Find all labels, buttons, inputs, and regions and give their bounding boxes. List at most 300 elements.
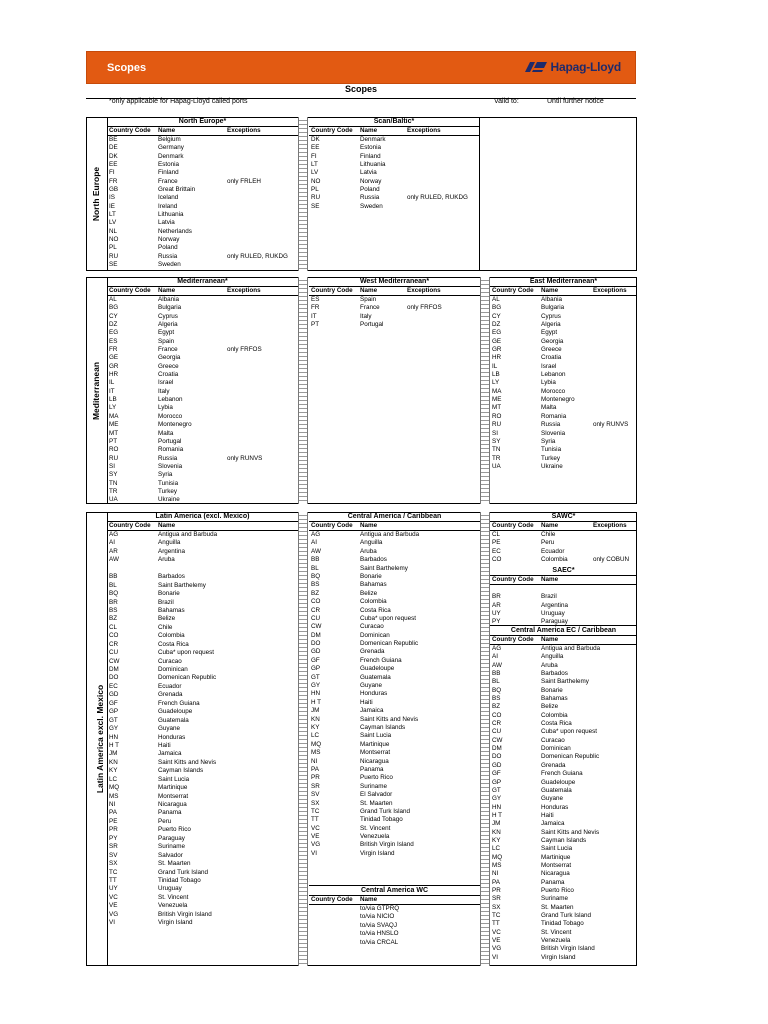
country-name: Germany	[158, 144, 184, 152]
table-row	[490, 762, 637, 770]
table-row	[309, 548, 480, 556]
country-code: PR	[109, 826, 118, 834]
country-name: Dominican	[541, 745, 571, 753]
country-name: Tunisia	[158, 479, 179, 487]
col-header-name: Name	[541, 636, 559, 643]
country-name: Turkey	[158, 487, 178, 495]
table-row	[107, 136, 298, 144]
country-code: MA	[109, 412, 119, 420]
table-row	[107, 725, 298, 733]
country-name: Guadeloupe	[360, 665, 395, 673]
country-name: Venezuela	[360, 833, 390, 841]
table-row	[107, 691, 298, 699]
country-code: JM	[311, 707, 320, 715]
col-header-code: Country Code	[109, 287, 151, 294]
table-row	[107, 354, 298, 362]
country-name: British Virgin Island	[360, 841, 414, 849]
col-header-code: Country Code	[311, 522, 353, 529]
country-code: KN	[311, 715, 320, 723]
country-name: Tinidad Tobago	[158, 876, 201, 884]
country-code: SR	[109, 843, 118, 851]
table-title: North Europe*	[107, 117, 298, 127]
table-row	[490, 446, 637, 454]
table-row	[107, 413, 298, 421]
table-row	[309, 707, 480, 715]
table-row	[309, 304, 480, 312]
table-row	[107, 911, 298, 919]
country-code: EE	[311, 144, 320, 152]
table-header	[309, 522, 480, 531]
country-code: BE	[109, 136, 118, 143]
country-name: Lebanon	[541, 371, 566, 379]
table-row	[309, 657, 480, 665]
table-row	[309, 732, 480, 740]
table-row	[309, 640, 480, 648]
country-code: VG	[492, 945, 502, 953]
country-code: CR	[109, 640, 119, 648]
latam-table	[107, 512, 298, 928]
exception: only RUNVS	[593, 421, 629, 429]
country-code: DK	[109, 152, 118, 160]
country-name: Ecuador	[541, 547, 565, 555]
table-row	[107, 734, 298, 742]
country-code: GR	[492, 346, 502, 354]
country-code: LT	[311, 161, 318, 169]
table-row	[309, 922, 480, 930]
country-code: AI	[109, 539, 115, 547]
table-row	[490, 371, 637, 379]
country-name: Honduras	[158, 733, 186, 741]
country-name: Colombia	[360, 598, 387, 606]
table-row	[490, 945, 637, 953]
country-name: Colombia	[158, 632, 185, 640]
country-name: Honduras	[541, 803, 569, 811]
country-code: TC	[109, 868, 118, 876]
country-code: CO	[109, 632, 119, 640]
country-name: to/via NICIO	[360, 913, 395, 921]
table-header	[107, 287, 298, 296]
country-code: CU	[311, 614, 321, 622]
table-row	[107, 582, 298, 590]
country-code: RU	[109, 454, 119, 462]
country-code: IL	[109, 379, 115, 387]
country-code: MQ	[109, 784, 120, 792]
table-row	[107, 784, 298, 792]
country-code: AI	[311, 539, 317, 547]
country-name: Martinique	[541, 853, 571, 861]
country-name: Croatia	[541, 354, 562, 362]
table-row	[490, 455, 637, 463]
table-row	[107, 683, 298, 691]
country-name: Grand Turk Island	[158, 868, 209, 876]
table-row	[490, 662, 637, 670]
table-right-border	[479, 117, 480, 271]
exception: only FRLEH	[227, 177, 261, 185]
country-code: EC	[492, 547, 501, 555]
table-row	[107, 194, 298, 202]
table-row	[309, 913, 480, 921]
country-code: LY	[109, 404, 117, 412]
column-separator	[298, 117, 308, 271]
col-header-name: Name	[158, 287, 176, 294]
table-title: SAWC*	[490, 512, 637, 522]
country-code: NI	[311, 757, 318, 765]
col-header-name: Name	[158, 522, 176, 529]
hapag-lloyd-logo-icon	[525, 61, 547, 73]
country-code: SX	[311, 799, 320, 807]
country-name: Bahamas	[541, 695, 568, 703]
table-row	[107, 658, 298, 666]
table-row	[490, 338, 637, 346]
country-code: PY	[492, 618, 501, 626]
table-row	[309, 321, 480, 329]
table-row	[309, 825, 480, 833]
country-name: Estonia	[360, 144, 382, 152]
country-name: Albania	[158, 296, 180, 303]
country-code: CR	[311, 606, 321, 614]
table-row	[490, 610, 637, 618]
country-name: El Salvador	[360, 791, 393, 799]
table-row	[309, 741, 480, 749]
table-row	[309, 573, 480, 581]
country-name: Portugal	[360, 321, 384, 329]
country-code: TT	[311, 816, 319, 824]
country-name: Greece	[158, 362, 179, 370]
table-row	[107, 793, 298, 801]
country-code: GT	[109, 716, 118, 724]
country-code: BS	[311, 581, 320, 589]
country-code: PT	[311, 321, 320, 329]
country-code: GP	[492, 778, 502, 786]
country-name: Barbados	[541, 670, 568, 678]
country-name: Venezuela	[541, 937, 571, 945]
country-code: IS	[109, 194, 115, 202]
country-name: Aruba	[360, 547, 377, 555]
country-code: SR	[492, 895, 501, 903]
table-row	[309, 850, 480, 858]
country-name: Russia	[541, 421, 561, 429]
table-row	[107, 539, 298, 547]
table-title: Central America EC / Caribbean	[490, 625, 637, 636]
country-name: Panama	[541, 878, 565, 886]
country-code: LC	[492, 845, 501, 853]
country-name: Grand Turk Island	[360, 807, 411, 815]
country-name: Panama	[158, 809, 182, 817]
table-row	[107, 826, 298, 834]
country-code: BB	[311, 556, 320, 564]
country-code: NL	[109, 227, 118, 235]
table-row	[107, 700, 298, 708]
country-name: Cayman Islands	[360, 723, 406, 731]
country-code: MS	[311, 749, 321, 757]
country-code: H T	[109, 741, 120, 749]
table-row	[309, 615, 480, 623]
country-code: SX	[492, 903, 501, 911]
country-code: CW	[311, 623, 322, 631]
country-code: LC	[311, 732, 320, 740]
country-name: Portugal	[158, 437, 182, 445]
country-code: KN	[492, 828, 501, 836]
col-header-name: Name	[360, 522, 378, 529]
table-row	[107, 211, 298, 219]
country-code: KY	[109, 767, 118, 775]
table-row	[107, 178, 298, 186]
country-name: Uruguay	[158, 885, 182, 893]
table-row	[309, 930, 480, 938]
hapag-lloyd-logo	[525, 60, 621, 74]
country-code: DM	[492, 745, 502, 753]
country-name: Saint Kitts and Nevis	[158, 758, 217, 766]
country-name: Norway	[158, 236, 180, 244]
country-name: Guatemala	[158, 716, 189, 724]
country-code: TR	[492, 454, 501, 462]
table-row	[309, 783, 480, 791]
column-separator	[480, 277, 490, 504]
country-name: Costa Rica	[541, 720, 572, 728]
country-name: Iceland	[158, 194, 179, 202]
country-code: SE	[109, 261, 118, 269]
table-header	[309, 896, 480, 905]
country-name: Morocco	[541, 387, 566, 395]
table-row	[490, 829, 637, 837]
country-name: Italy	[158, 387, 170, 395]
country-code: DO	[311, 640, 321, 648]
country-code: LT	[109, 211, 116, 219]
country-code: CO	[492, 711, 502, 719]
table-title: Central America WC	[309, 885, 480, 896]
country-name: Bonarie	[360, 572, 382, 580]
country-code: GF	[311, 656, 320, 664]
table-row	[309, 136, 479, 144]
country-name: Cuba* upon request	[158, 649, 215, 657]
table-header	[107, 127, 298, 136]
country-name: Montenegro	[158, 421, 192, 429]
country-code: SI	[492, 429, 498, 437]
country-name: Colombia	[541, 711, 568, 719]
table-row	[309, 816, 480, 824]
country-name: Suriname	[360, 782, 387, 790]
table-row	[490, 870, 637, 878]
table-header	[309, 287, 480, 296]
country-code: GE	[492, 337, 502, 345]
country-name: Barbados	[360, 556, 387, 564]
table-row	[107, 818, 298, 826]
table-row	[490, 845, 637, 853]
table-row	[107, 649, 298, 657]
country-name: Haiti	[360, 698, 373, 706]
table-row	[107, 877, 298, 885]
country-name: Curacao	[541, 736, 565, 744]
table-row	[107, 404, 298, 412]
country-code: GR	[109, 362, 119, 370]
country-name: Grand Turk Island	[541, 912, 592, 919]
country-name: Finland	[360, 152, 381, 160]
country-name: St. Maarten	[158, 860, 191, 868]
country-name: Syria	[541, 437, 556, 445]
table-row	[490, 346, 637, 354]
country-code: FR	[311, 304, 320, 312]
col-header-code: Country Code	[492, 522, 534, 529]
country-code: HR	[492, 354, 502, 362]
country-name: Curacao	[360, 623, 384, 631]
country-code: TN	[492, 446, 501, 454]
table-row	[107, 261, 298, 269]
table-row	[107, 480, 298, 488]
country-code: AL	[492, 296, 500, 303]
country-name: Nicaragua	[541, 870, 570, 878]
country-name: Romania	[158, 446, 184, 454]
table-row	[490, 585, 637, 593]
country-code: UA	[109, 496, 118, 504]
country-name: Nicaragua	[360, 757, 389, 765]
country-name: Suriname	[158, 843, 185, 851]
table-row	[107, 843, 298, 851]
table-row	[490, 593, 637, 601]
country-name: Belize	[158, 615, 176, 623]
country-code: GY	[109, 725, 119, 733]
table-row	[490, 879, 637, 887]
country-name: Puerto Rico	[360, 774, 393, 782]
table-row	[107, 219, 298, 227]
country-name: Lybia	[541, 379, 556, 387]
country-code: EE	[109, 161, 118, 169]
country-code: PA	[311, 765, 319, 773]
country-code: SX	[109, 860, 118, 868]
table-row	[309, 623, 480, 631]
table-row	[107, 548, 298, 556]
country-code: PE	[109, 817, 118, 825]
country-code: RU	[109, 252, 119, 260]
country-name: Nicaragua	[158, 801, 187, 808]
page-title: Scopes	[86, 84, 636, 99]
country-code: NI	[109, 801, 116, 808]
table-title: West Mediterranean*	[309, 277, 480, 287]
table-title: Mediterranean*	[107, 277, 298, 287]
table-title: Latin America (excl. Mexico)	[107, 512, 298, 522]
table-row	[309, 774, 480, 782]
table-header	[490, 287, 637, 296]
country-code: SI	[109, 462, 115, 470]
table-row	[490, 388, 637, 396]
east-med-table	[490, 277, 637, 471]
table-row	[107, 153, 298, 161]
table-row	[107, 860, 298, 868]
country-name: Belize	[360, 589, 378, 597]
country-name: Virgin Island	[158, 919, 193, 927]
country-code: VC	[492, 928, 501, 936]
table-row	[107, 835, 298, 843]
country-name: Poland	[158, 244, 178, 252]
section-label-mediterranean: Mediterranean	[91, 361, 102, 420]
table-row	[309, 565, 480, 573]
west-med-table	[309, 277, 480, 329]
table-row	[490, 304, 637, 312]
country-name: Argentina	[541, 601, 568, 609]
country-name: Great Brittain	[158, 186, 196, 194]
country-name: Curacao	[158, 657, 182, 665]
table-row	[309, 539, 480, 547]
table-row	[107, 244, 298, 252]
table-row	[490, 770, 637, 778]
table-row	[107, 717, 298, 725]
country-name: France	[158, 177, 178, 185]
country-name: Poland	[360, 186, 380, 194]
country-code: MS	[492, 861, 502, 869]
table-row	[107, 565, 298, 573]
section-label-north-europe: North Europe	[91, 166, 101, 222]
col-header-name: Name	[541, 522, 559, 529]
country-name: Cuba* upon request	[360, 614, 417, 622]
table-row	[107, 776, 298, 784]
table-row	[309, 144, 479, 152]
country-code: MQ	[311, 740, 322, 748]
table-row	[107, 624, 298, 632]
country-name: Colombia	[541, 556, 568, 564]
country-code: VE	[109, 902, 118, 910]
country-code: CO	[311, 598, 321, 606]
table-row	[309, 699, 480, 707]
country-code: PT	[109, 437, 118, 445]
valid-label: Valid to:	[494, 98, 519, 105]
table-row	[107, 615, 298, 623]
table-row	[309, 690, 480, 698]
country-code: GT	[311, 673, 320, 681]
country-name: St. Vincent	[360, 824, 391, 832]
country-code: RU	[311, 194, 321, 202]
table-row	[107, 885, 298, 893]
table-row	[490, 531, 637, 539]
table-row	[107, 161, 298, 169]
country-code: GF	[109, 699, 118, 707]
table-row	[107, 396, 298, 404]
country-name: Domenican Republic	[541, 753, 600, 761]
exception: only COBUN	[593, 556, 630, 564]
country-name: French Guiana	[360, 656, 402, 664]
country-name: Dominican	[360, 631, 390, 639]
table-row	[107, 313, 298, 321]
column-separator	[298, 512, 308, 966]
table-row	[490, 556, 637, 564]
table-row	[490, 804, 637, 812]
country-code: VE	[311, 833, 320, 841]
table-row	[107, 869, 298, 877]
saec-table	[490, 566, 637, 627]
table-header	[490, 576, 637, 585]
table-row	[107, 430, 298, 438]
country-name: Denmark	[360, 136, 386, 143]
country-name: Chile	[158, 623, 173, 631]
ca-ec-table	[490, 625, 637, 962]
country-code: NO	[109, 236, 119, 244]
country-name: Grenada	[360, 648, 385, 656]
country-name: Tinidad Tobago	[541, 920, 584, 928]
table-row	[309, 841, 480, 849]
country-code: PA	[109, 809, 117, 817]
header-bar	[86, 51, 636, 84]
col-header-name: Name	[360, 896, 378, 903]
table-row	[309, 632, 480, 640]
country-code: GE	[109, 354, 119, 362]
table-row	[107, 666, 298, 674]
table-row	[107, 809, 298, 817]
table-row	[107, 346, 298, 354]
country-code: IT	[311, 312, 317, 320]
country-code: CU	[109, 649, 119, 657]
country-code: DK	[311, 136, 320, 143]
country-code: HR	[109, 371, 119, 379]
exception: only RUNVS	[227, 454, 263, 462]
table-header	[309, 127, 479, 136]
